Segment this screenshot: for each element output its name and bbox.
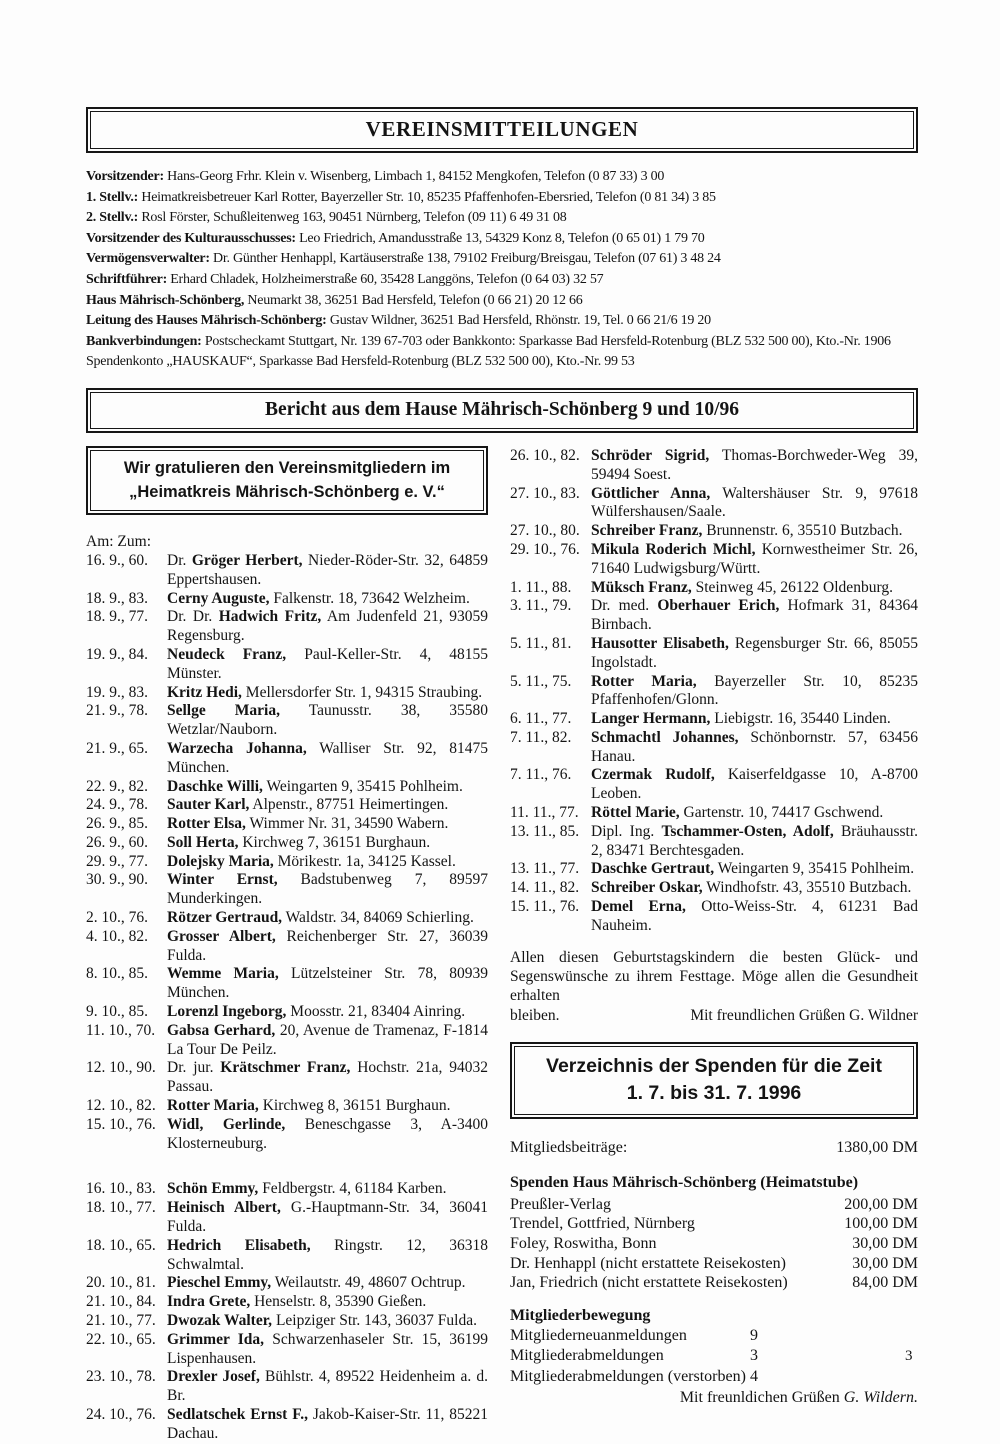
official-line	[86, 188, 918, 209]
birthday-entry	[86, 608, 488, 646]
birthday-date: 16. 10., 83.	[86, 1180, 156, 1198]
member-address: Paul-Keller-Str. 4, 48155 Münster.	[167, 645, 489, 682]
member-address: Badstubenweg 7, 89597 Munderkingen.	[167, 871, 488, 908]
birthday-entry	[86, 815, 488, 834]
birthday-date: 1. 11., 88.	[510, 578, 572, 596]
member-name: Müksch Franz,	[591, 578, 692, 596]
member-address: Liebigstr. 16, 35440 Linden.	[710, 710, 891, 728]
member-name: Heinisch Albert,	[167, 1199, 281, 1217]
member-address: Henselstr. 8, 35390 Gießen.	[250, 1293, 427, 1311]
member-address: Weingarten 9, 35415 Pohlheim.	[262, 777, 463, 795]
birthday-entry	[86, 796, 488, 815]
main-title-box	[86, 107, 918, 153]
birthday-entry	[86, 1274, 488, 1293]
birthday-date: 6. 11., 77.	[510, 710, 572, 728]
birthday-date: 26. 10., 82.	[510, 446, 580, 464]
official-line	[86, 229, 918, 250]
member-name: Sauter Karl,	[167, 796, 250, 814]
donor-name: Foley, Roswitha, Bonn	[510, 1235, 657, 1253]
membership-movement-title: Mitgliederbewegung	[510, 1306, 651, 1324]
membership-movement-list	[510, 1326, 918, 1387]
member-name: Rotter Maria,	[591, 672, 697, 690]
donation-row	[510, 1273, 918, 1293]
right-column	[510, 446, 918, 1444]
member-address: Bühlstr. 4, 89522 Heidenheim a. d. Br.	[167, 1368, 488, 1405]
member-name: Schröder Sigrid,	[591, 446, 710, 464]
member-name: Pieschel Emmy,	[167, 1274, 272, 1292]
birthday-date: 13. 11., 77.	[510, 860, 580, 878]
birthday-date: 2. 10., 76.	[86, 909, 148, 927]
member-name: Langer Hermann,	[591, 710, 711, 728]
member-name: Czermak Rudolf,	[591, 766, 715, 784]
member-name: Hedrich Elisabeth,	[167, 1236, 311, 1254]
report-title: Bericht aus dem Hause Mährisch-Schönberg 9 und 10/96	[90, 392, 914, 429]
member-name: Daschke Gertraut,	[591, 860, 715, 878]
member-address: Hofmark 31, 84364 Birnbach.	[591, 597, 919, 634]
official-line	[86, 332, 918, 353]
official-role-label: Schriftführer:	[86, 271, 167, 287]
member-name: Lorenzl Ingeborg,	[167, 1003, 287, 1021]
member-address: Jakob-Kaiser-Str. 11, 85221 Dachau.	[167, 1406, 488, 1442]
two-column-layout	[86, 446, 918, 1444]
member-name: Schreiber Franz,	[591, 522, 703, 540]
official-line	[86, 208, 918, 229]
column-gap	[488, 446, 510, 1444]
closing-last-word: bleiben.	[510, 1006, 560, 1024]
list-header: Am: Zum:	[86, 532, 152, 550]
donor-name: Dr. Henhappl (nicht erstattete Reisekosten)	[510, 1254, 786, 1272]
member-address: 20, Avenue de Tramenaz, F-1814 La Tour De Peilz.	[167, 1021, 488, 1058]
signature-name: G. Wildern.	[843, 1389, 918, 1407]
official-role-label: Vorsitzender des Kulturausschusses:	[86, 230, 296, 246]
donor-name: Preußler-Verlag	[510, 1195, 611, 1213]
member-name: Gröger Herbert,	[191, 551, 303, 569]
birthday-date: 23. 10., 78.	[86, 1368, 156, 1386]
donations-section-title: Spenden Haus Mährisch-Schönberg (Heimatstube)	[510, 1173, 859, 1191]
member-address: Schwarzenhaseler Str. 15, 36199 Lispenhausen.	[167, 1330, 489, 1367]
official-line	[86, 249, 918, 270]
member-address: Otto-Weiss-Str. 4, 61231 Bad Nauheim.	[591, 898, 918, 934]
member-name: Wemme Maria,	[167, 965, 279, 983]
birthday-entry	[86, 1059, 488, 1097]
movement-label: Mitgliederneuanmeldungen	[510, 1326, 687, 1344]
official-line	[86, 167, 918, 188]
member-address: Steinweg 45, 26122 Oldenburg.	[691, 578, 893, 596]
birthday-entry	[86, 1199, 488, 1237]
member-name: Dolejsky Maria,	[167, 852, 274, 870]
official-line	[86, 270, 918, 291]
birthday-entry	[86, 590, 488, 609]
document-page	[86, 0, 918, 1444]
birthday-date: 29. 10., 76.	[510, 540, 580, 558]
birthday-entry	[86, 1022, 488, 1060]
birthday-date: 15. 10., 76.	[86, 1115, 156, 1133]
signature-prefix: Mit freunldichen Grüßen	[679, 1389, 844, 1407]
birthday-date: 26. 9., 85.	[86, 815, 148, 833]
official-details: Rosl Förster, Schußleitenweg 163, 90451 Nürnberg, Telefon (09 11) 6 49 31 08	[138, 210, 567, 226]
birthday-date: 21. 9., 65.	[86, 739, 148, 757]
member-name: Göttlicher Anna,	[591, 484, 711, 502]
membership-fees-row	[510, 1138, 918, 1158]
movement-count: 9	[750, 1326, 758, 1344]
birthday-entry	[86, 1293, 488, 1312]
birthday-entry	[86, 646, 488, 684]
member-address: Schönbornstr. 57, 63456 Hanau.	[591, 728, 918, 765]
birthday-date: 20. 10., 81.	[86, 1274, 156, 1292]
birthday-list-september-october	[86, 552, 488, 1154]
member-address: Reichenberger Str. 27, 36039 Fulda.	[167, 927, 488, 964]
birthday-entry	[510, 541, 918, 579]
donor-name: Trendel, Gottfried, Nürnberg	[510, 1215, 695, 1233]
movement-count: 4	[750, 1367, 758, 1385]
birthday-date: 26. 9., 60.	[86, 833, 148, 851]
movement-label: Mitgliederabmeldungen (verstorben)	[510, 1367, 746, 1385]
birthday-entry	[510, 729, 918, 767]
official-details: Gustav Wildner, 36251 Bad Hersfeld, Rhönstr. 19, Tel. 0 66 21/6 19 20	[326, 313, 711, 329]
final-signature	[510, 1388, 918, 1408]
page-number: 3	[905, 1348, 913, 1364]
closing-paragraph: Allen diesen Geburtstagskindern die besten Glück- und Segenswünsche zu ihrem Festtage. Möge allen die Gesundheit erhalten	[510, 948, 918, 1005]
birthday-date: 21. 9., 78.	[86, 702, 148, 720]
member-address: Beneschgasse 3, A-3400 Klosterneuburg.	[167, 1115, 488, 1152]
member-name: Gabsa Gerhard,	[167, 1021, 276, 1039]
movement-line	[510, 1346, 918, 1366]
birthday-entry	[86, 909, 488, 928]
donation-amount: 84,00 DM	[852, 1274, 918, 1292]
member-name: Oberhauer Erich,	[657, 597, 780, 615]
member-name: Röttel Marie,	[591, 804, 680, 822]
birthday-entry	[510, 579, 918, 598]
birthday-entry	[510, 766, 918, 804]
movement-count: 3	[750, 1347, 758, 1365]
entry-title-prefix: Dr. jur.	[167, 1059, 221, 1077]
birthday-date: 18. 10., 65.	[86, 1236, 156, 1254]
official-details: Neumarkt 38, 36251 Bad Hersfeld, Telefon (0 66 21) 20 12 66	[244, 292, 583, 308]
member-address: Gartenstr. 10, 74417 Gschwend.	[679, 804, 884, 822]
birthday-date: 24. 10., 76.	[86, 1406, 156, 1423]
member-address: Bayerzeller Str. 10, 85235 Pfaffenhofen/Glonn.	[591, 672, 919, 709]
birthday-date: 24. 9., 78.	[86, 796, 148, 814]
congrats-heading-line2: „Heimatkreis Mährisch-Schönberg e. V.“	[129, 482, 445, 501]
donation-items	[510, 1195, 918, 1293]
member-name: Sedlatschek Ernst F.,	[167, 1406, 308, 1423]
member-address: Kirchweg 7, 36151 Burghaun.	[238, 833, 431, 851]
member-address: Am Judenfeld 21, 93059 Regensburg.	[167, 608, 489, 645]
member-address: Taunusstr. 38, 35580 Wetzlar/Nauborn.	[167, 702, 488, 739]
member-address: Moosstr. 21, 83404 Ainring.	[286, 1003, 466, 1021]
birthday-entry	[86, 1331, 488, 1369]
donations-heading	[514, 1046, 914, 1115]
birthday-entry	[510, 522, 918, 541]
member-name: Warzecha Johanna,	[167, 739, 307, 757]
donation-row	[510, 1195, 918, 1215]
member-address: Brunnenstr. 6, 35510 Butzbach.	[702, 522, 903, 540]
birthday-date: 7. 11., 82.	[510, 728, 572, 746]
member-address: Wimmer Nr. 31, 34590 Wabern.	[245, 815, 449, 833]
officials-list	[86, 167, 918, 373]
member-name: Neudeck Franz,	[167, 645, 287, 663]
member-address: Weilautstr. 49, 48607 Ochtrup.	[271, 1274, 466, 1292]
donation-row	[510, 1254, 918, 1274]
member-name: Cerny Auguste,	[167, 589, 270, 607]
official-line	[86, 352, 918, 373]
donation-amount: 200,00 DM	[844, 1195, 918, 1213]
member-address: Kirchweg 8, 36151 Burghaun.	[258, 1097, 451, 1115]
official-details: Postscheckamt Stuttgart, Nr. 139 67-703 oder Bankkonto: Sparkasse Bad Hersfeld-Rotenburg (BLZ 532 500 00), Kto.-Nr. 1906	[201, 333, 891, 349]
member-address: Ringstr. 12, 36318 Schwalmtal.	[167, 1236, 488, 1273]
birthday-entry	[510, 898, 918, 936]
member-address: Waltershäuser Str. 9, 97618 Wülfershausen/Saale.	[591, 484, 918, 521]
birthday-entry	[86, 552, 488, 590]
member-name: Winter Ernst,	[167, 871, 278, 889]
birthday-entry	[86, 684, 488, 703]
birthday-entry	[510, 635, 918, 673]
birthday-date: 9. 10., 85.	[86, 1003, 148, 1021]
member-name: Dwozak Walter,	[167, 1312, 273, 1330]
birthday-entry	[86, 740, 488, 778]
birthday-date: 13. 11., 85.	[510, 822, 580, 840]
member-name: Schön Emmy,	[167, 1180, 259, 1198]
birthday-entry	[86, 871, 488, 909]
member-name: Demel Erna,	[591, 898, 686, 916]
birthday-date: 22. 10., 65.	[86, 1330, 156, 1348]
birthday-entry	[510, 879, 918, 898]
official-role-label: Vermögensverwalter:	[86, 251, 210, 267]
member-name: Grimmer Ida,	[167, 1330, 265, 1348]
birthday-entry	[86, 1368, 488, 1406]
official-role-label: 1. Stellv.:	[86, 189, 139, 205]
member-address: Thomas-Borchweder-Weg 39, 59494 Soest.	[591, 446, 918, 483]
birthday-entry	[86, 1097, 488, 1116]
birthday-date: 18. 10., 77.	[86, 1199, 156, 1217]
member-name: Krätschmer Franz,	[220, 1059, 351, 1077]
list-gap	[86, 1153, 488, 1179]
birthday-entry	[510, 447, 918, 485]
member-name: Schmachtl Johannes,	[591, 728, 739, 746]
birthday-date: 29. 9., 77.	[86, 852, 148, 870]
donations-title-box	[510, 1042, 918, 1119]
member-name: Indra Grete,	[167, 1293, 251, 1311]
congrats-heading	[90, 450, 484, 511]
movement-line	[510, 1367, 918, 1387]
closing-signature: Mit freundlichen Grüßen G. Wildner	[690, 1006, 918, 1024]
member-name: Rotter Elsa,	[167, 815, 246, 833]
member-name: Rotter Maria,	[167, 1097, 259, 1115]
member-name: Hadwich Fritz,	[218, 608, 322, 626]
membership-fees-amount: 1380,00 DM	[836, 1139, 918, 1157]
member-name: Widl, Gerlinde,	[167, 1115, 286, 1133]
member-address: Lützelsteiner Str. 78, 80939 München.	[167, 965, 489, 1002]
birthday-date: 12. 10., 90.	[86, 1059, 156, 1077]
member-address: Alpenstr., 87751 Heimertingen.	[249, 796, 449, 814]
birthday-date: 5. 11., 81.	[510, 634, 572, 652]
birthday-entry	[86, 1116, 488, 1154]
official-role-label: 2. Stellv.:	[86, 210, 139, 226]
official-details: Leo Friedrich, Amandusstraße 13, 54329 Konz 8, Telefon (0 65 01) 1 79 70	[295, 230, 705, 246]
donor-name: Jan, Friedrich (nicht erstattete Reisekosten)	[510, 1274, 788, 1292]
movement-line	[510, 1326, 918, 1346]
member-address: G.-Hauptmann-Str. 34, 36041 Fulda.	[167, 1199, 488, 1236]
member-name: Grosser Albert,	[167, 927, 276, 945]
birthday-date: 18. 9., 77.	[86, 608, 148, 626]
congrats-box	[86, 446, 488, 515]
membership-fees-label: Mitgliedsbeiträge:	[510, 1139, 628, 1157]
official-details: Erhard Chladek, Holzheimerstraße 60, 35428 Langgöns, Telefon (0 64 03) 32 57	[167, 271, 604, 287]
report-title-box	[86, 388, 918, 433]
birthday-date: 27. 10., 83.	[510, 484, 580, 502]
birthday-date: 8. 10., 85.	[86, 965, 148, 983]
birthday-date: 7. 11., 76.	[510, 766, 572, 784]
official-details: Dr. Günther Henhappl, Kartäuserstraße 138, 79102 Freiburg/Breisgau, Telefon (07 61) 3 48 24	[209, 251, 721, 267]
birthday-entry	[510, 804, 918, 823]
official-role-label: Haus Mährisch-Schönberg,	[86, 292, 245, 308]
member-address: Hochstr. 21a, 94032 Passau.	[167, 1059, 488, 1096]
member-address: Kaiserfeldgasse 10, A-8700 Leoben.	[591, 766, 918, 803]
birthday-date: 3. 11., 79.	[510, 597, 572, 615]
birthday-entry	[86, 834, 488, 853]
birthday-date: 12. 10., 82.	[86, 1097, 156, 1115]
member-address: Regensburger Str. 66, 85055 Ingolstadt.	[591, 634, 918, 671]
birthday-entry	[86, 928, 488, 966]
birthday-date: 16. 9., 60.	[86, 551, 148, 569]
member-name: Mikula Roderich Michl,	[591, 540, 756, 558]
birthday-date: 19. 9., 83.	[86, 683, 148, 701]
member-name: Sellge Maria,	[167, 702, 280, 720]
birthday-date: 21. 10., 84.	[86, 1293, 156, 1311]
birthday-entry	[86, 1180, 488, 1199]
birthday-date: 5. 11., 75.	[510, 672, 572, 690]
birthday-list-october-november	[510, 447, 918, 936]
birthday-date: 11. 11., 77.	[510, 804, 579, 822]
member-address: Waldstr. 34, 84069 Schierling.	[282, 909, 474, 927]
birthday-entry	[86, 965, 488, 1003]
entry-title-prefix: Dr. med.	[591, 597, 658, 615]
birthday-date: 18. 9., 83.	[86, 589, 148, 607]
left-column	[86, 446, 488, 1444]
birthday-entry	[86, 853, 488, 872]
member-address: Mörikestr. 1a, 34125 Kassel.	[273, 852, 456, 870]
member-name: Rötzer Gertraud,	[167, 909, 283, 927]
birthday-entry	[86, 1003, 488, 1022]
birthday-entry	[86, 702, 488, 740]
donation-amount: 100,00 DM	[844, 1215, 918, 1233]
birthday-entry	[86, 1312, 488, 1331]
birthday-date: 30. 9., 90.	[86, 871, 148, 889]
member-address: Feldbergstr. 4, 61184 Karben.	[258, 1180, 447, 1198]
donations-heading-line2: 1. 7. bis 31. 7. 1996	[626, 1082, 802, 1105]
donations-heading-line1: Verzeichnis der Spenden für die Zeit	[546, 1055, 882, 1078]
birthday-date: 19. 9., 84.	[86, 645, 148, 663]
entry-title-prefix: Dr. Dr.	[167, 608, 219, 626]
birthday-date: 14. 11., 82.	[510, 879, 580, 897]
official-details: Spendenkonto „HAUSKAUF“, Sparkasse Bad Hersfeld-Rotenburg (BLZ 532 500 00), Kto.-Nr. 99 53	[86, 354, 635, 370]
member-address: Falkenstr. 18, 73642 Welzheim.	[269, 589, 470, 607]
birthday-entry	[510, 597, 918, 635]
donation-row	[510, 1214, 918, 1234]
birthday-date: 21. 10., 77.	[86, 1312, 156, 1330]
official-role-label: Vorsitzender:	[86, 169, 164, 184]
member-name: Schreiber Oskar,	[591, 879, 703, 897]
birthday-date: 27. 10., 80.	[510, 522, 580, 540]
donation-amount: 30,00 DM	[852, 1254, 918, 1272]
birthday-entry	[86, 1237, 488, 1275]
birthday-entry	[510, 485, 918, 523]
member-address: Leipziger Str. 143, 36037 Fulda.	[272, 1312, 477, 1330]
official-role-label: Leitung des Hauses Mährisch-Schönberg:	[86, 313, 327, 329]
entry-title-prefix: Dr.	[167, 551, 192, 569]
official-details: Heimatkreisbetreuer Karl Rotter, Bayerzeller Str. 10, 85235 Pfaffenhofen-Ebersried, Telefon (0 81 34) 3 85	[138, 189, 716, 205]
closing-signature-line	[510, 1006, 918, 1025]
member-address: Mellersdorfer Str. 1, 94315 Straubing.	[241, 683, 483, 701]
official-role-label: Bankverbindungen:	[86, 333, 202, 349]
donation-amount: 30,00 DM	[852, 1235, 918, 1253]
page-title: VEREINSMITTEILUNGEN	[90, 111, 914, 149]
movement-label: Mitgliederabmeldungen	[510, 1347, 664, 1365]
birthday-entry	[510, 710, 918, 729]
birthday-entry	[510, 673, 918, 711]
member-address: Nieder-Röder-Str. 32, 64859 Eppertshausen.	[167, 551, 488, 588]
official-details: Hans-Georg Frhr. Klein v. Wisenberg, Limbach 1, 84152 Mengkofen, Telefon (0 87 33) 3 00	[163, 169, 665, 184]
member-address: Bräuhausstr. 2, 83471 Berchtesgaden.	[591, 822, 919, 859]
official-line	[86, 291, 918, 312]
birthday-entry	[86, 778, 488, 797]
entry-title-prefix: Dipl. Ing.	[591, 822, 662, 840]
donation-row	[510, 1234, 918, 1254]
birthday-date: 11. 10., 70.	[86, 1021, 156, 1039]
member-address: Weingarten 9, 35415 Pohlheim.	[714, 860, 915, 878]
member-address: Walliser Str. 92, 81475 München.	[167, 739, 488, 776]
member-name: Tschammer-Osten, Adolf,	[661, 822, 834, 840]
member-name: Drexler Josef,	[167, 1368, 260, 1386]
member-address: Kornwestheimer Str. 26, 71640 Ludwigsburg/Württ.	[591, 540, 918, 577]
member-name: Soll Herta,	[167, 833, 239, 851]
birthday-date: 4. 10., 82.	[86, 927, 148, 945]
official-line	[86, 311, 918, 332]
birthday-entry	[510, 860, 918, 879]
birthday-date: 15. 11., 76.	[510, 898, 580, 916]
birthday-date: 22. 9., 82.	[86, 777, 148, 795]
congrats-heading-line1: Wir gratulieren den Vereinsmitgliedern im	[123, 458, 451, 477]
member-name: Hausotter Elisabeth,	[591, 634, 729, 652]
birthday-list-october	[86, 1180, 488, 1443]
member-address: Windhofstr. 43, 35510 Butzbach.	[702, 879, 912, 897]
member-name: Kritz Hedi,	[167, 683, 242, 701]
birthday-entry	[510, 823, 918, 861]
member-name: Daschke Willi,	[167, 777, 263, 795]
